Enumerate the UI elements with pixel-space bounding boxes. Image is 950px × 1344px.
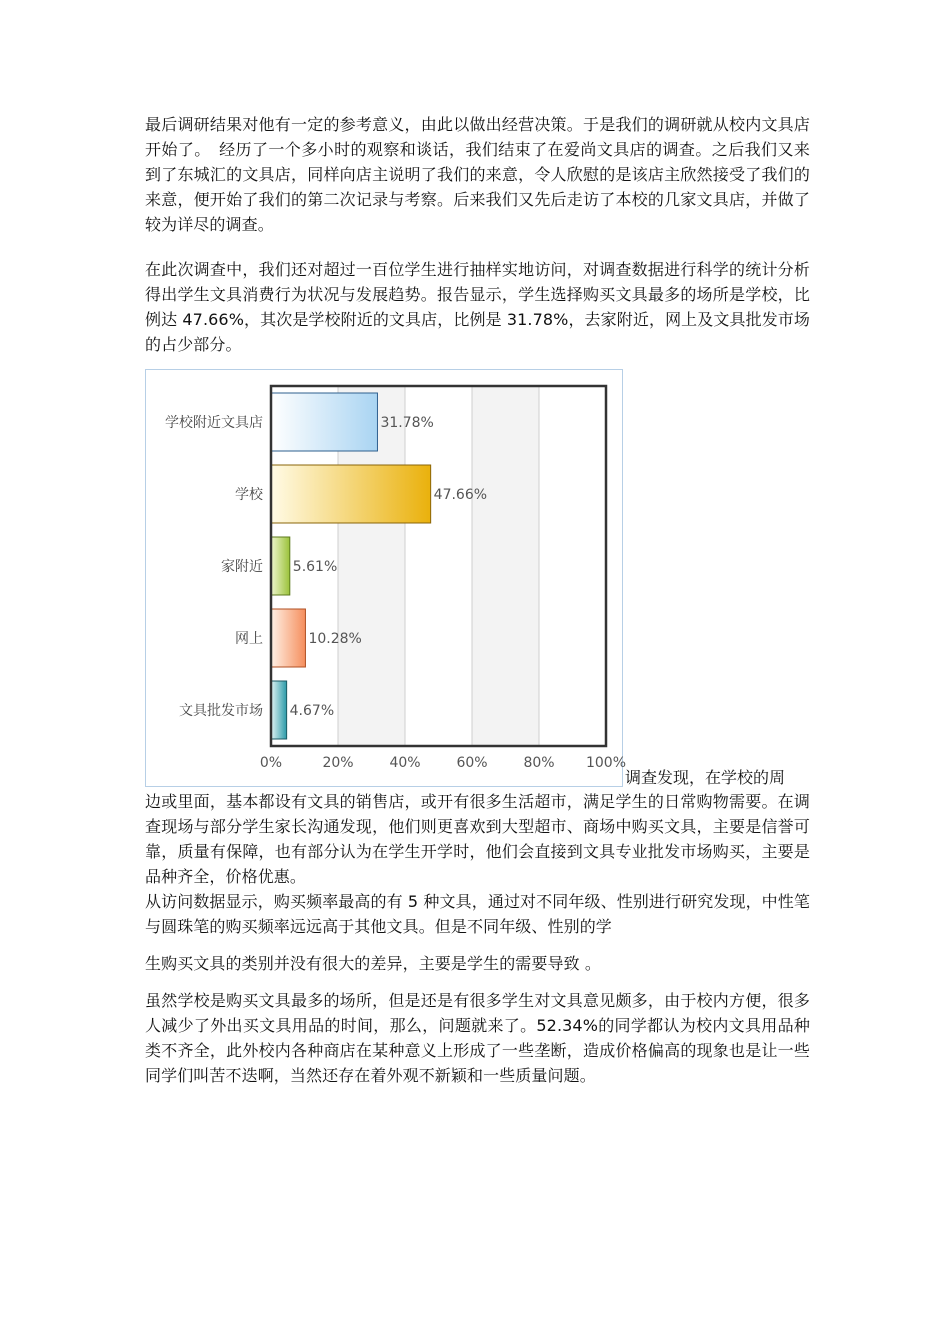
bar-3 <box>271 609 305 667</box>
x-tick-label-0: 0% <box>259 755 283 771</box>
paragraph-4: 从访问数据显示，购买频率最高的有 5 种文具，通过对不同年级、性别进行研究发现，中性笔与圆珠笔的购买频率远远高于其他文具。但是不同年级、性别的学 <box>145 892 810 936</box>
bar-chart <box>145 369 627 787</box>
bar-value-label-1: 47.66% <box>433 487 488 503</box>
bar-0 <box>271 393 377 451</box>
document-page <box>145 112 810 1088</box>
category-label-1: 学校 <box>235 487 263 503</box>
x-tick-label-2: 40% <box>389 755 421 771</box>
category-label-2: 家附近 <box>221 559 263 575</box>
grid-band <box>472 386 539 746</box>
paragraph-6: 虽然学校是购买文具最多的场所，但是还是有很多学生对文具意见颇多，由于校内方便，很多人减少了外出买文具用品的时间，那么，问题就来了。52.34%的同学都认为校内文具用品种类不齐全，此外校内各种商店在某种意义上形成了一些垄断，造成价格偏高的现象也是让一些同学们叫苦不迭啊，当然还存在着外观不新颖和一些质量问题。 <box>145 991 810 1085</box>
bar-value-label-4: 4.67% <box>289 703 335 719</box>
chart-row <box>145 369 810 789</box>
x-tick-label-4: 80% <box>523 755 555 771</box>
bar-4 <box>271 681 287 739</box>
paragraph-1: 最后调研结果对他有一定的参考意义，由此以做出经营决策。于是我们的调研就从校内文具店开始了。 经历了一个多小时的观察和谈话，我们结束了在爱尚文具店的调查。之后我们又来到了东城汇的文具店，同样向店主说明了我们的来意，令人欣慰的是该店主欣然接受了我们的来意，便开始了我们的第二次记录与考察。后来我们又先后走访了本校的几家文具店，并做了较为详尽的调查。 <box>145 115 810 234</box>
x-tick-label-3: 60% <box>456 755 488 771</box>
category-label-0: 学校附近文具店 <box>165 415 263 431</box>
bar-2 <box>271 537 290 595</box>
paragraph-2: 在此次调查中，我们还对超过一百位学生进行抽样实地访问，对调查数据进行科学的统计分析得出学生文具消费行为状况与发展趋势。报告显示，学生选择购买文具最多的场所是学校，比例达 47.66%，其次是学校附近的文具店，比例是 31.78%，去家附近，网上及文具批发市场的占少部分。 <box>145 260 810 354</box>
bar-1 <box>271 465 431 523</box>
bar-chart-svg <box>146 370 627 786</box>
x-tick-label-5: 100% <box>585 755 627 771</box>
category-label-4: 文具批发市场 <box>179 703 263 719</box>
bar-value-label-0: 31.78% <box>380 415 434 431</box>
x-tick-label-1: 20% <box>322 755 354 771</box>
paragraph-3: 边或里面，基本都设有文具的销售店，或开有很多生活超市，满足学生的日常购物需要。在调查现场与部分学生家长沟通发现，他们则更喜欢到大型超市、商场中购买文具，主要是信誉可靠，质量有保障，也有部分认为在学生开学时，他们会直接到文具专业批发市场购买，主要是品种齐全，价格优惠。 <box>145 792 810 886</box>
paragraph-3-inline: 调查发现，在学校的周 <box>625 768 786 787</box>
bar-value-label-2: 5.61% <box>292 559 338 575</box>
paragraph-5: 生购买文具的类别并没有很大的差异，主要是学生的需要导致 。 <box>145 954 601 973</box>
category-label-3: 网上 <box>235 631 263 647</box>
bar-value-label-3: 10.28% <box>308 631 362 647</box>
